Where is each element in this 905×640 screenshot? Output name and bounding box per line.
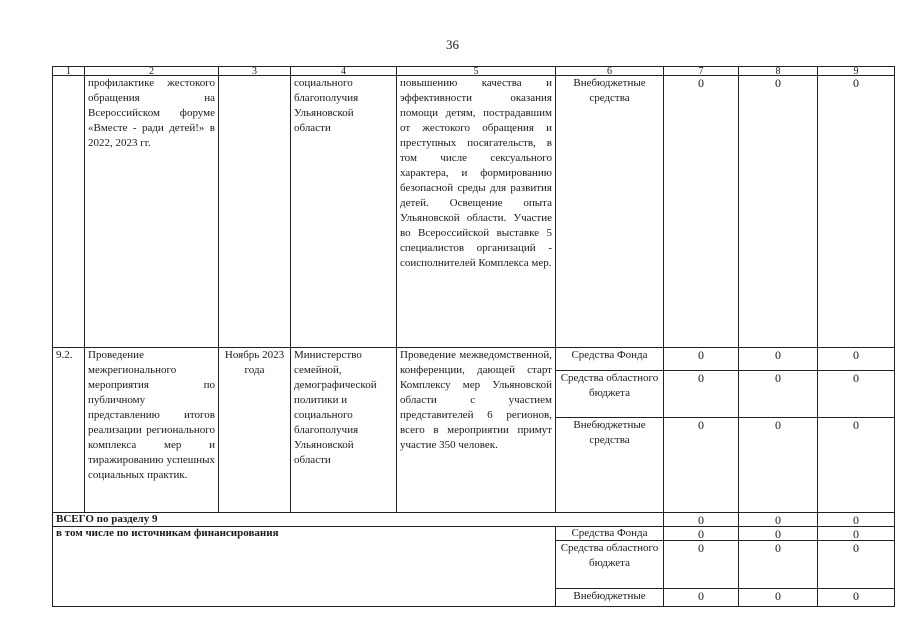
sources-extra-value-7: 0 bbox=[663, 588, 739, 607]
sources-extra-value-9: 0 bbox=[817, 588, 895, 607]
cont-value-8: 0 bbox=[738, 75, 818, 348]
sources-budget-value-8: 0 bbox=[738, 540, 818, 589]
sources-extra: Внебюджетные bbox=[555, 588, 664, 607]
row-9-2-extra-value-7: 0 bbox=[663, 417, 739, 513]
header-col-2: 2 bbox=[84, 66, 219, 76]
header-col-3: 3 bbox=[218, 66, 291, 76]
header-col-1: 1 bbox=[52, 66, 85, 76]
header-col-6: 6 bbox=[555, 66, 664, 76]
row-9-2-fund-value-9: 0 bbox=[817, 347, 895, 371]
total-label: ВСЕГО по разделу 9 bbox=[52, 512, 664, 527]
cont-description: профилактике жестокого обращения на Всероссийском форуме «Вместе - ради детей!» в 2022, 2023 гг. bbox=[84, 75, 219, 348]
header-col-5: 5 bbox=[396, 66, 556, 76]
sources-budget-value-7: 0 bbox=[663, 540, 739, 589]
header-col-4: 4 bbox=[290, 66, 397, 76]
row-9-2-number: 9.2. bbox=[52, 347, 85, 513]
row-9-2-extra-value-8: 0 bbox=[738, 417, 818, 513]
cont-source: Внебюджетные средства bbox=[555, 75, 664, 348]
row-9-2-extra-value-9: 0 bbox=[817, 417, 895, 513]
row-9-2-source-extra: Внебюджетные средства bbox=[555, 417, 664, 513]
row-9-2-result: Проведение межведомственной, конференции, дающей старт Комплексу мер Ульяновской области с участием представителей 6 регионов, всего в мероприятии примут участие 350 человек. bbox=[396, 347, 556, 513]
row-9-2-fund-value-7: 0 bbox=[663, 347, 739, 371]
row-9-2-source-budget: Средства областного бюджета bbox=[555, 370, 664, 418]
total-value-7: 0 bbox=[663, 512, 739, 527]
sources-fund-value-7: 0 bbox=[663, 526, 739, 541]
row-9-2-executor: Министерство семейной, демографической политики и социального благополучия Ульяновской области bbox=[290, 347, 397, 513]
cont-value-9: 0 bbox=[817, 75, 895, 348]
sources-fund-value-8: 0 bbox=[738, 526, 818, 541]
sources-fund: Средства Фонда bbox=[555, 526, 664, 541]
page-number: 36 bbox=[446, 37, 459, 52]
row-9-2-fund-value-8: 0 bbox=[738, 347, 818, 371]
row-9-2-budget-value-9: 0 bbox=[817, 370, 895, 418]
row-9-2-budget-value-7: 0 bbox=[663, 370, 739, 418]
header-col-8: 8 bbox=[738, 66, 818, 76]
row-9-2-budget-value-8: 0 bbox=[738, 370, 818, 418]
cont-result: повышению качества и эффективности оказания помощи детям, пострадавшим от жестокого обращения и преступных посягательств, в том числе сексуального характера, и формированию безопасной среды для развития детей. Освещение опыта Ульяновской области. Участие во Всероссийской выставке 5 специалистов организаций - соисполнителей Комплекса мер. bbox=[396, 75, 556, 348]
row-9-2-description: Проведение межрегионального мероприятия по публичному представлению итогов реализации регионального комплекса мер и тиражированию успешных социальных практик. bbox=[84, 347, 219, 513]
sources-budget: Средства областного бюджета bbox=[555, 540, 664, 589]
cont-executor: социального благополучия Ульяновской области bbox=[290, 75, 397, 348]
header-col-9: 9 bbox=[817, 66, 895, 76]
cont-value-7: 0 bbox=[663, 75, 739, 348]
cont-num-cell bbox=[52, 75, 85, 348]
row-9-2-source-fund: Средства Фонда bbox=[555, 347, 664, 371]
cont-date-cell bbox=[218, 75, 291, 348]
header-col-7: 7 bbox=[663, 66, 739, 76]
total-value-8: 0 bbox=[738, 512, 818, 527]
total-value-9: 0 bbox=[817, 512, 895, 527]
sources-fund-value-9: 0 bbox=[817, 526, 895, 541]
sources-label: в том числе по источникам финансирования bbox=[52, 526, 556, 607]
row-9-2-date: Ноябрь 2023 года bbox=[218, 347, 291, 513]
sources-extra-value-8: 0 bbox=[738, 588, 818, 607]
sources-budget-value-9: 0 bbox=[817, 540, 895, 589]
